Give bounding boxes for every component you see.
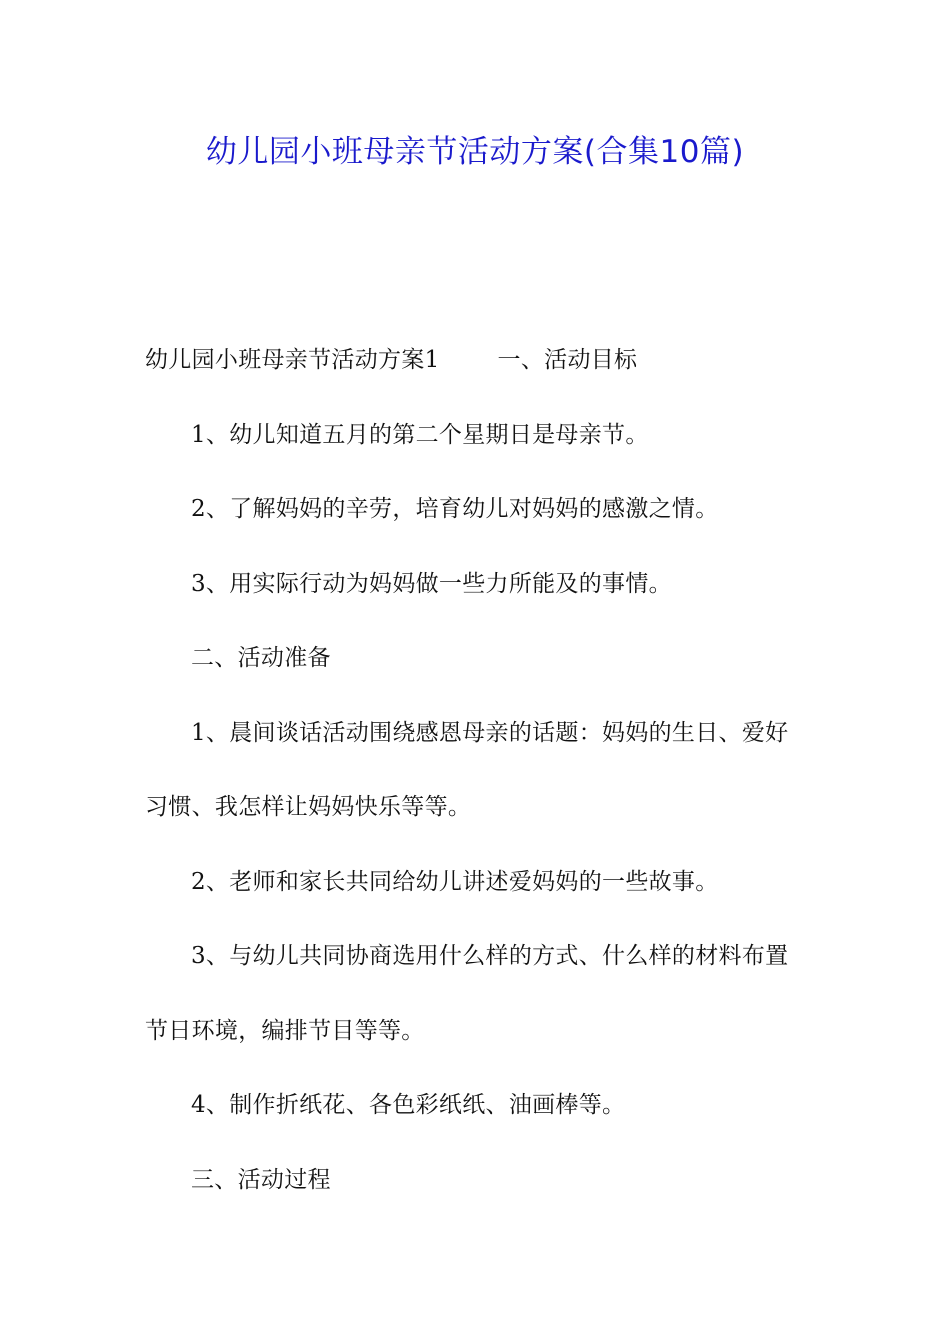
document-body bbox=[145, 336, 815, 1230]
paragraph: 1、晨间谈话活动围绕感恩母亲的话题：妈妈的生日、爱好 bbox=[191, 719, 789, 746]
section-heading-preparation: 二、活动准备 bbox=[191, 645, 331, 671]
line-plan-heading bbox=[145, 336, 815, 411]
paragraph: 3、与幼儿共同协商选用什么样的方式、什么样的材料布置 bbox=[191, 943, 789, 969]
paragraph-continuation: 习惯、我怎样让妈妈快乐等等。 bbox=[145, 794, 472, 820]
paragraph: 1、幼儿知道五月的第二个星期日是母亲节。 bbox=[191, 421, 649, 448]
paragraph: 2、了解妈妈的辛劳，培育幼儿对妈妈的感激之情。 bbox=[191, 496, 719, 522]
paragraph: 3、用实际行动为妈妈做一些力所能及的事情。 bbox=[191, 570, 672, 597]
document-title: 幼儿园小班母亲节活动方案(合集10篇) bbox=[205, 134, 745, 170]
section-heading-goals: 一、活动目标 bbox=[497, 347, 638, 373]
paragraph-continuation: 节日环境，编排节目等等。 bbox=[145, 1017, 425, 1044]
plan-title: 幼儿园小班母亲节活动方案1 bbox=[145, 347, 440, 373]
paragraph: 2、老师和家长共同给幼儿讲述爱妈妈的一些故事。 bbox=[191, 868, 719, 895]
section-heading-process: 三、活动过程 bbox=[191, 1166, 331, 1193]
paragraph: 4、制作折纸花、各色彩纸纸、油画棒等。 bbox=[191, 1092, 626, 1118]
